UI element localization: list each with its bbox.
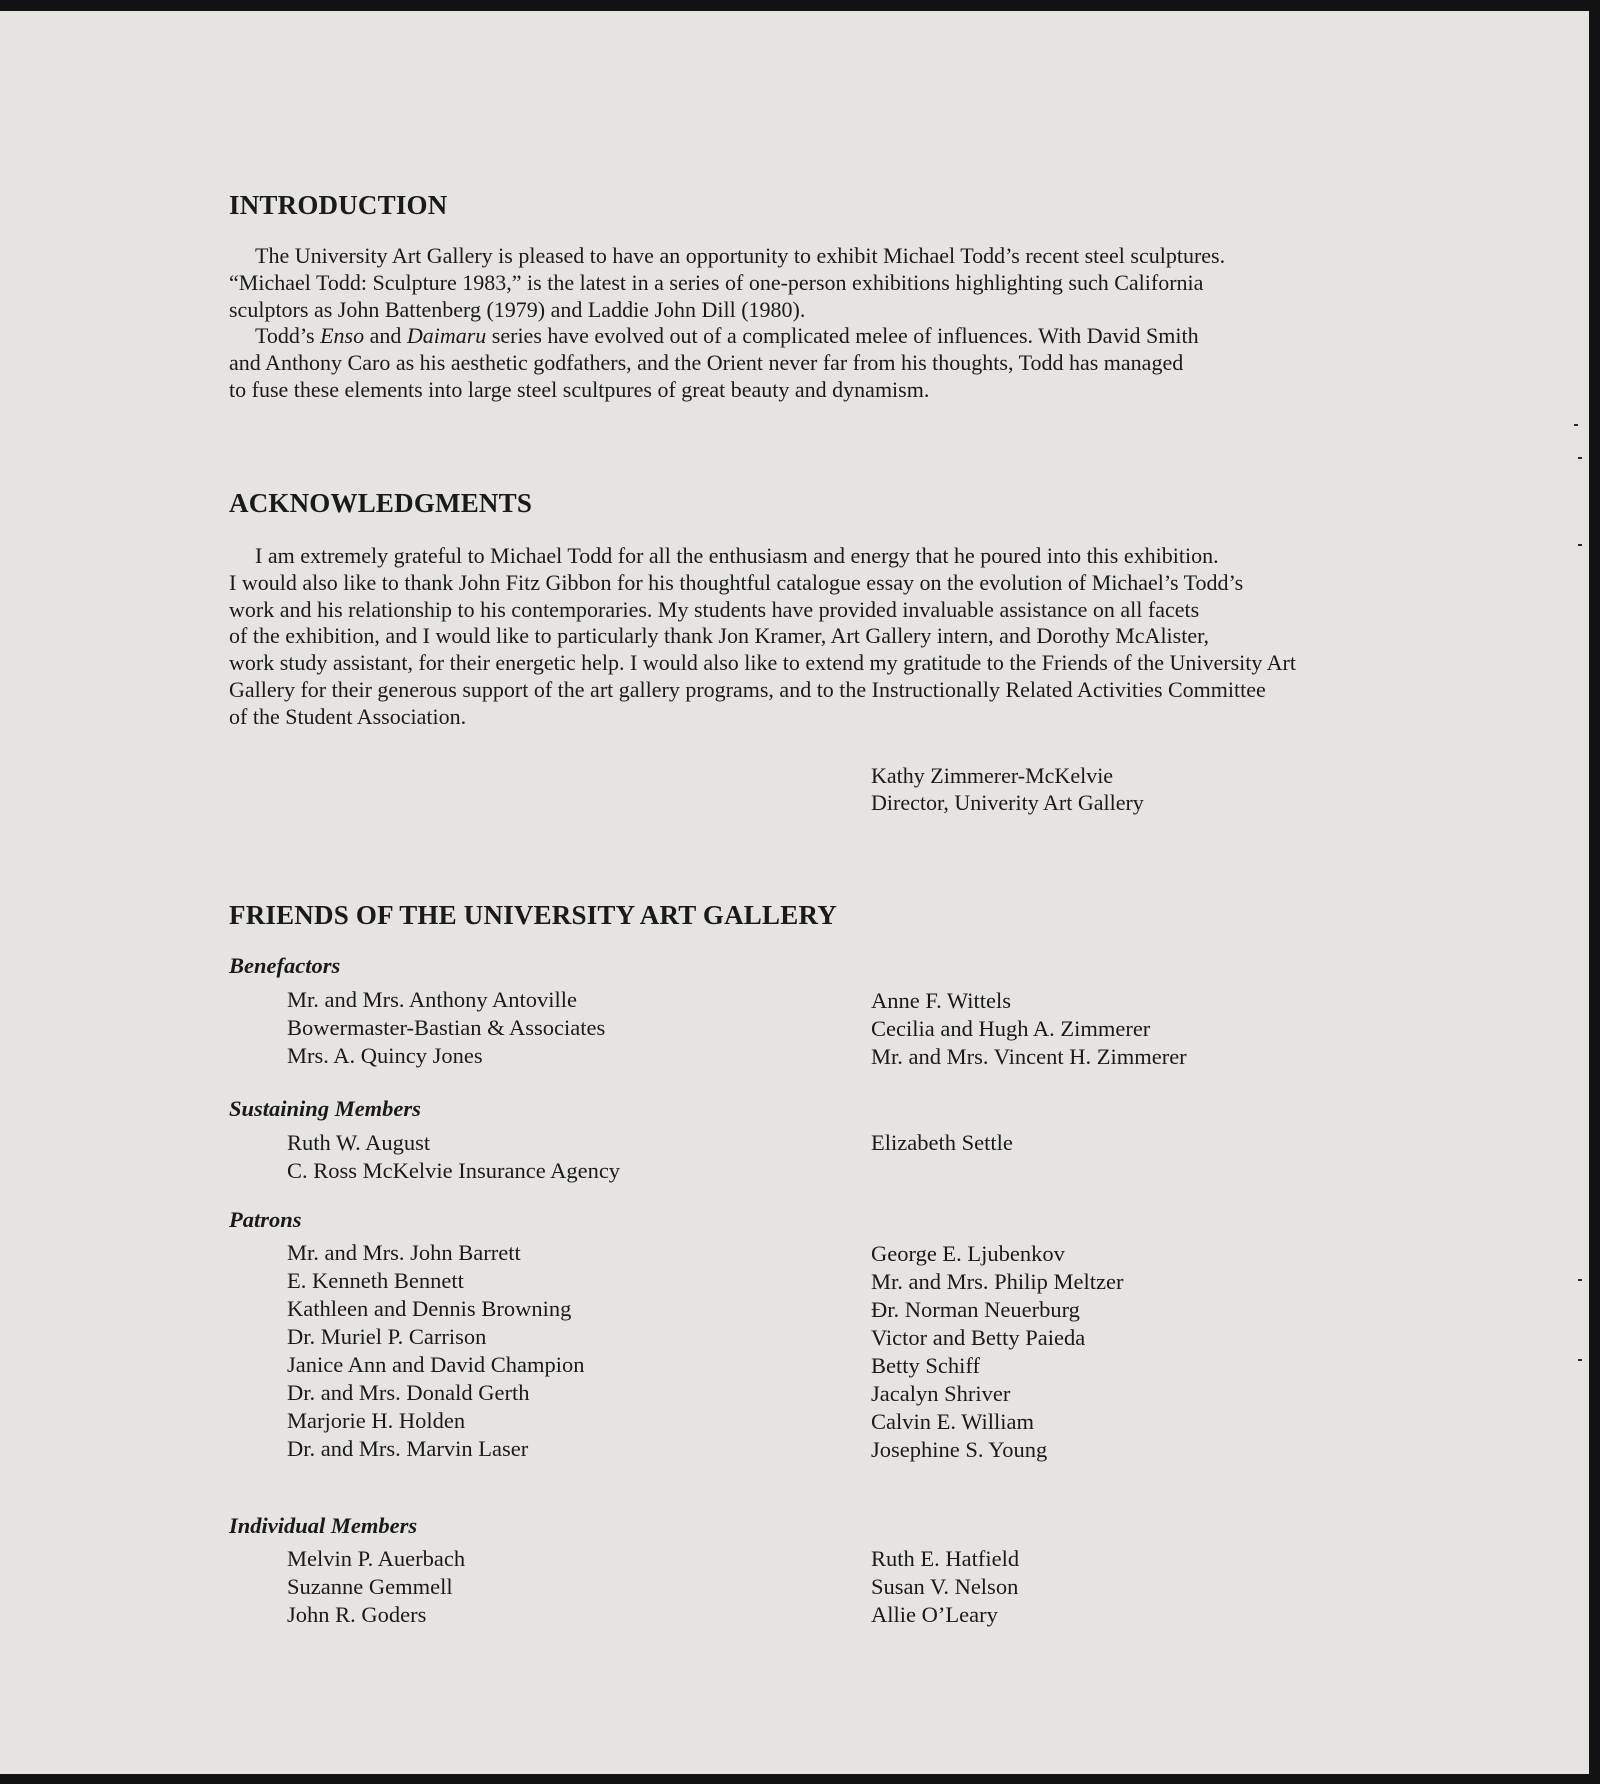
introduction-text [229, 243, 1225, 404]
member-name: Suzanne Gemmell [287, 1574, 453, 1599]
category-sustaining-members: Sustaining Members [229, 1096, 421, 1121]
member-name: Dr. Muriel P. Carrison [287, 1324, 487, 1349]
member-name: Ruth W. August [287, 1130, 431, 1155]
member-name: Allie O’Leary [871, 1602, 998, 1627]
intro-line: sculptors as John Battenberg (1979) and Laddie John Dill (1980). [229, 296, 806, 322]
member-name: Melvin P. Auerbach [287, 1546, 466, 1571]
benefactors-left-list [287, 986, 605, 1070]
member-name: Elizabeth Settle [871, 1130, 1013, 1155]
member-name: Cecilia and Hugh A. Zimmerer [871, 1016, 1151, 1041]
intro-text-run: series have evolved out of a complicated melee of influences. With David Smith [486, 323, 1199, 349]
ack-line: work and his relationship to his contemporaries. My students have provided invaluable assistance on all facets [229, 596, 1200, 622]
member-name: Mr. and Mrs. Philip Meltzer [871, 1269, 1124, 1294]
member-name: Janice Ann and David Champion [287, 1352, 585, 1377]
intro-line: to fuse these elements into large steel scultpures of great beauty and dynamism. [229, 376, 930, 402]
margin-mark [1578, 1359, 1582, 1361]
ack-line: I would also like to thank John Fitz Gibbon for his thoughtful catalogue essay on the evolution of Michael’s Todd’s [229, 569, 1244, 595]
member-name: Anne F. Wittels [871, 988, 1011, 1013]
category-individual-members: Individual Members [229, 1513, 418, 1538]
member-name: Ðr. Norman Neuerburg [871, 1297, 1080, 1322]
ack-line: I am extremely grateful to Michael Todd for all the enthusiasm and energy that he poured into this exhibition. [255, 543, 1219, 568]
sustaining-right-list [871, 1129, 1013, 1157]
intro-text-run: and [364, 323, 407, 349]
member-name: Susan V. Nelson [871, 1574, 1019, 1599]
member-name: Dr. and Mrs. Donald Gerth [287, 1380, 530, 1405]
signature-block [871, 763, 1144, 817]
member-name: Betty Schiff [871, 1353, 980, 1378]
margin-mark [1578, 1279, 1582, 1281]
member-name: Mr. and Mrs. Vincent H. Zimmerer [871, 1044, 1187, 1069]
enso-title: Enso [320, 323, 365, 349]
intro-line: “Michael Todd: Sculpture 1983,” is the latest in a series of one-person exhibitions highlighting such California [229, 269, 1204, 295]
member-name: Marjorie H. Holden [287, 1408, 466, 1433]
member-name: Ruth E. Hatfield [871, 1546, 1020, 1571]
intro-line: The University Art Gallery is pleased to have an opportunity to exhibit Michael Todd’s recent steel sculptures. [255, 243, 1226, 268]
margin-mark [1578, 457, 1582, 459]
intro-line: and Anthony Caro as his aesthetic godfathers, and the Orient never far from his thoughts, Todd has managed [229, 350, 1184, 376]
margin-mark [1578, 544, 1582, 546]
intro-text-run: Todd’s [255, 323, 321, 349]
member-name: Dr. and Mrs. Marvin Laser [287, 1436, 529, 1461]
ack-line: Gallery for their generous support of the art gallery programs, and to the Instructionally Related Activities Committee [229, 676, 1266, 702]
category-patrons: Patrons [229, 1207, 302, 1232]
document-page [0, 11, 1589, 1774]
signature-title: Director, Univerity Art Gallery [871, 789, 1144, 815]
member-name: E. Kenneth Bennett [287, 1268, 464, 1293]
member-name: Victor and Betty Paieda [871, 1325, 1086, 1350]
introduction-heading: INTRODUCTION [229, 190, 448, 220]
friends-heading: FRIENDS OF THE UNIVERSITY ART GALLERY [229, 900, 837, 930]
member-name: George E. Ljubenkov [871, 1241, 1065, 1266]
member-name: Jacalyn Shriver [871, 1381, 1011, 1406]
ack-line: of the exhibition, and I would like to particularly thank Jon Kramer, Art Gallery intern, and Dorothy McAlister, [229, 623, 1210, 649]
member-name: C. Ross McKelvie Insurance Agency [287, 1158, 621, 1183]
member-name: Josephine S. Young [871, 1437, 1048, 1462]
acknowledgments-text [229, 543, 1296, 731]
intro-line-italic [229, 323, 1225, 350]
signature-name: Kathy Zimmerer-McKelvie [871, 763, 1114, 788]
acknowledgments-heading: ACKNOWLEDGMENTS [229, 488, 533, 518]
member-name: Mrs. A. Quincy Jones [287, 1043, 483, 1068]
member-name: Calvin E. William [871, 1409, 1035, 1434]
ack-line: work study assistant, for their energetic help. I would also like to extend my gratitude to the Friends of the University Art [229, 650, 1296, 676]
patrons-left-list [287, 1239, 584, 1463]
category-benefactors: Benefactors [229, 953, 341, 978]
member-name: Kathleen and Dennis Browning [287, 1296, 572, 1321]
member-name: Mr. and Mrs. John Barrett [287, 1240, 521, 1265]
individual-left-list [287, 1545, 465, 1629]
daimaru-title: Daimaru [406, 323, 487, 349]
ack-line: of the Student Association. [229, 703, 467, 729]
benefactors-right-list [871, 987, 1187, 1071]
patrons-right-list [871, 1240, 1123, 1464]
margin-mark [1574, 424, 1578, 426]
individual-right-list [871, 1545, 1019, 1629]
member-name: John R. Goders [287, 1602, 427, 1627]
member-name: Mr. and Mrs. Anthony Antoville [287, 987, 578, 1012]
sustaining-left-list [287, 1129, 620, 1185]
member-name: Bowermaster-Bastian & Associates [287, 1015, 606, 1040]
